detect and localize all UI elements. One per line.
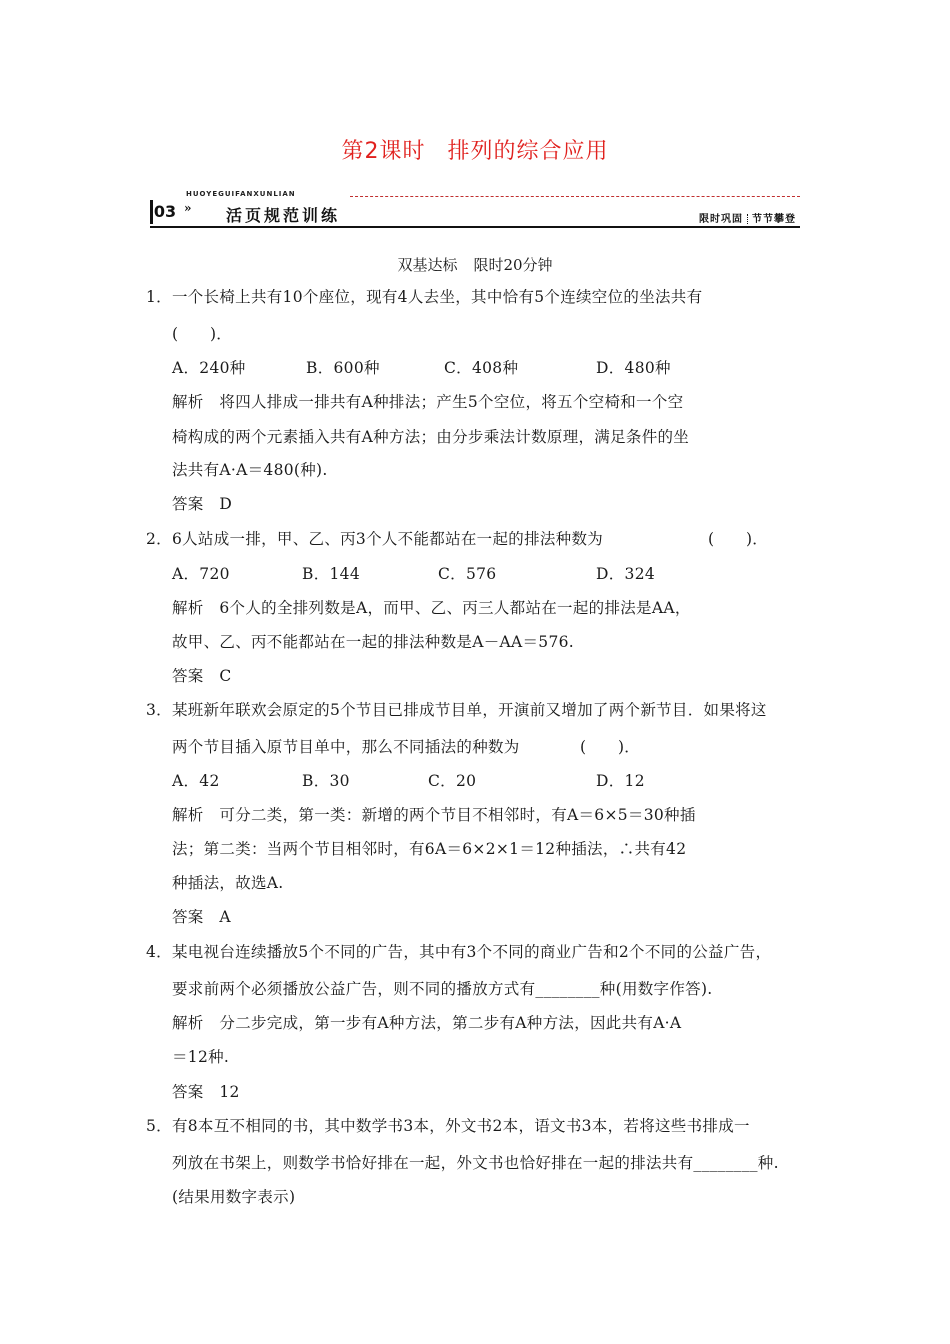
banner-name: 活页规范训练 [226,206,341,225]
q1-answer: 答案 D [172,495,233,513]
q1-analysis-line: 椅构成的两个元素插入共有A种方法；由分步乘法计数原理，满足条件的坐 [172,428,690,446]
q1-options [172,356,671,378]
page-title [0,134,950,165]
q5-stem-line: 列放在书架上，则数学书恰好排在一起，外文书也恰好排在一起的排法共有________种. [172,1154,779,1172]
banner-pinyin: HUOYEGUIFANXUNLIAN [186,190,296,198]
q3-blank: ( )． [580,738,641,756]
subtitle-left: 双基达标 [397,256,458,274]
banner-separator [747,214,748,224]
q3-analysis-line: 解析 可分二类，第一类：新增的两个节目不相邻时，有A＝6×5＝30种插 [172,806,696,824]
q2-blank: ( )． [708,530,769,548]
q3-stem-line: 两个节目插入原节目单中，那么不同插法的种数为 [172,738,520,756]
q3-answer: 答案 A [172,908,231,926]
q4-analysis-line: 解析 分二步完成，第一步有A种方法，第二步有A种方法，因此共有A·A [172,1014,682,1032]
q3-option-b: B．30 [302,772,350,790]
q2-option-b: B．144 [302,565,360,583]
lesson-number: 第2课时 [341,139,426,164]
q3-option-a: A．42 [172,772,220,790]
q1-analysis-line: 解析 将四人排成一排共有A种排法；产生5个空位，将五个空椅和一个空 [172,393,684,411]
q3-options [172,769,645,791]
q3-analysis-line: 种插法，故选A. [172,874,284,892]
q2-option-d: D．324 [596,565,656,583]
q1-stem-line: 1．一个长椅上共有10个座位，现有4人去坐，其中恰有5个连续空位的坐法共有 [146,288,703,306]
section-banner [150,190,800,230]
q3-analysis-line: 法；第二类：当两个节目相邻时，有6A＝6×2×1＝12种插法，∴共有42 [172,840,687,858]
q2-options [172,562,655,584]
banner-rule [150,226,800,228]
q2-stem-line: 2．6人站成一排，甲、乙、丙3个人不能都站在一起的排法种数为 [146,530,604,548]
q1-analysis-line: 法共有A·A＝480(种). [172,461,328,479]
q1-option-b: B．600种 [306,359,380,377]
banner-dashed-rule [350,196,800,197]
q1-stem-line: ( )． [172,325,233,343]
q4-analysis-line: ＝12种. [172,1048,230,1066]
subtitle [0,254,950,275]
q5-stem-line: (结果用数字表示) [172,1188,296,1206]
lesson-topic: 排列的综合应用 [447,139,609,164]
q2-analysis-line: 解析 6个人的全排列数是A，而甲、乙、丙三人都站在一起的排法是AA， [172,599,691,617]
q2-answer: 答案 C [172,667,232,685]
q5-stem-line: 5．有8本互不相同的书，其中数学书3本，外文书2本，语文书3本，若将这些书排成一 [146,1117,750,1135]
q2-option-a: A．720 [172,565,230,583]
banner-tagline [699,210,796,225]
q3-stem-line: 3．某班新年联欢会原定的5个节目已排成节目单，开演前又增加了两个新节目．如果将这 [146,701,767,719]
q3-option-d: D．12 [596,772,645,790]
q1-option-d: D．480种 [596,359,671,377]
q4-stem-line: 4．某电视台连续播放5个不同的广告，其中有3个不同的商业广告和2个不同的公益广告， [146,943,772,961]
chevron-right-icon: » [184,201,192,215]
q2-analysis-line: 故甲、乙、丙不能都站在一起的排法种数是A－AA＝576. [172,633,574,651]
q1-option-a: A．240种 [172,359,246,377]
banner-tag-right: 节节攀登 [752,214,796,225]
banner-tag-left: 限时巩固 [699,214,743,225]
q2-option-c: C．576 [438,565,497,583]
subtitle-right: 限时20分钟 [473,256,553,274]
q3-option-c: C．20 [428,772,477,790]
q1-option-c: C．408种 [444,359,519,377]
q4-stem-line: 要求前两个必须播放公益广告，则不同的播放方式有________种(用数字作答). [172,980,713,998]
q4-answer: 答案 12 [172,1083,240,1101]
banner-number: 03 [150,200,177,224]
